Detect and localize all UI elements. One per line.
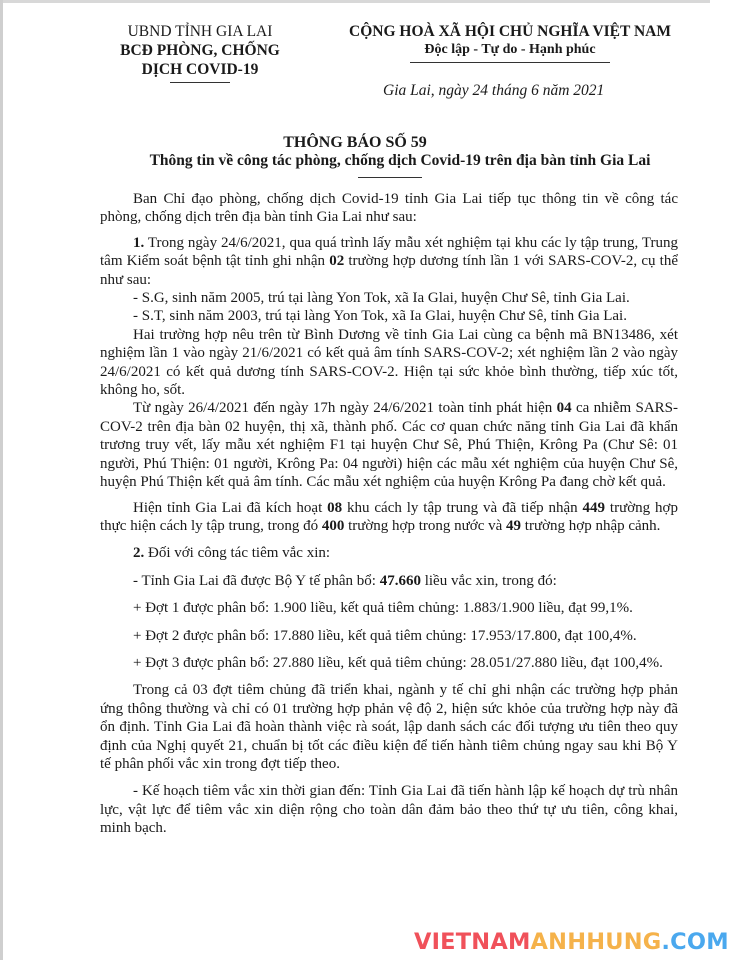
watermark-logo (414, 929, 729, 955)
section-1-number: 1. (133, 234, 145, 251)
quarantine-total: 449 (582, 499, 606, 516)
section-2-number: 2. (133, 545, 145, 562)
document-subtitle: Thông tin về công tác phòng, chống dịch Covid-19 trên địa bàn tỉnh Gia Lai (149, 152, 651, 169)
quarantine-text-d: trường hợp trong nước và (344, 517, 507, 534)
national-header (325, 22, 695, 63)
quarantine-text-b: khu cách ly tập trung và đã tiếp nhận (342, 499, 583, 516)
authority-line-3: DỊCH COVID-19 (141, 61, 259, 78)
authority-line-2: BCĐ PHÒNG, CHỐNG (120, 42, 280, 59)
total-cases-paragraph (100, 399, 678, 491)
issuing-authority (80, 22, 320, 83)
round-1: + Đợt 1 được phân bổ: 1.900 liều, kết quả tiêm chủng: 1.883/1.900 liều, đạt 99,1%. (133, 600, 633, 617)
document-body (100, 190, 678, 838)
total-count: 04 (556, 400, 572, 417)
section-1-paragraph (100, 234, 678, 289)
cases-note: Hai trường hợp nêu trên từ Bình Dương về tỉnh Gia Lai cùng ca bệnh mã BN13486, xét nghiệm lần 1 vào ngày 21/6/2021 có kết quả âm tính SARS-COV-2; xét nghiệm lần 2 vào ngày 24/6/2021 có kết quả dương tính SARS-COV-2. Hiện tại sức khỏe bình thường, tiếp xúc tốt, không ho, sốt. (100, 326, 678, 399)
round-2: + Đợt 2 được phân bổ: 17.880 liều, kết quả tiêm chủng: 17.953/17.800, đạt 100,4%. (133, 627, 637, 644)
total-text-a: Từ ngày 26/4/2021 đến ngày 17h ngày 24/6/2021 toàn tỉnh phát hiện (133, 400, 557, 417)
case-2: - S.T, sinh năm 2003, trú tại làng Yon Tok, xã Ia Glai, huyện Chư Sê, tỉnh Gia Lai. (133, 308, 627, 325)
total-text-b: ca nhiễm SARS-COV-2 trên địa bàn 02 huyện, thị xã, thành phố. Các cơ quan chức năng tỉnh Gia Lai đã khẩn trương truy vết, lấy mẫu xét nghiệm F1 tại huyện Chư Sê, Phú Thiện, Krông Pa (Chư Sê: 01 người, Phú Thiện: 01 người, Krông Pa: 04 người) hiện các mẫu xét nghiệm của huyện Chư Sê, huyện Phú Thiện kết quả âm tính. Các mẫu xét nghiệm của huyện Krông Pa đang chờ kết quả. (100, 400, 679, 491)
allocation-paragraph (100, 572, 678, 590)
quarantine-paragraph (100, 499, 678, 536)
section-1-text-b: trường hợp dương tính lần 1 với SARS-COV-2, cụ thể như sau: (100, 253, 678, 288)
round-3: + Đợt 3 được phân bổ: 27.880 liều, kết quả tiêm chủng: 28.051/27.880 liều, đạt 100,4%. (133, 654, 663, 671)
page-border-top (0, 0, 710, 3)
reactions-paragraph: Trong cả 03 đợt tiêm chủng đã triển khai, ngành y tế chỉ ghi nhận các trường hợp phản ứng thông thường và chỉ có 01 trường hợp phản vệ độ 2, hiện sức khỏe của trường hợp này đã ổn định. Tỉnh Gia Lai đã hoàn thành việc rà soát, lập danh sách các đối tượng ưu tiên theo quy định của Nghị quyết 21, chuẩn bị tốt các điều kiện để tiến hành tiêm chủng ngay sau khi Bộ Y tế phân phối vắc xin trong đợt tiếp theo. (100, 682, 678, 772)
motto-underline (410, 62, 610, 63)
national-name: CỘNG HOÀ XÃ HỘI CHỦ NGHĨA VIỆT NAM (349, 23, 671, 40)
case-1: - S.G, sinh năm 2005, trú tại làng Yon Tok, xã Ia Glai, huyện Chư Sê, tỉnh Gia Lai. (133, 290, 630, 307)
intro-paragraph: Ban Chỉ đạo phòng, chống dịch Covid-19 tỉnh Gia Lai tiếp tục thông tin về công tác phòng, chống dịch trên địa bàn tỉnh Gia Lai như sau: (100, 191, 678, 226)
quarantine-text-a: Hiện tỉnh Gia Lai đã kích hoạt (133, 499, 328, 516)
plan-paragraph: - Kế hoạch tiêm vắc xin thời gian đến: Tỉnh Gia Lai đã tiến hành lập kế hoạch dự trù nhân lực, vật lực để tiêm vắc xin diện rộng cho toàn dân đảm bảo theo thứ tự ưu tiên, công khai, minh bạch. (100, 783, 678, 837)
section-1-text-a: Trong ngày 24/6/2021, qua quá trình lấy mẫu xét nghiệm tại khu các ly tập trung, Trung tâm Kiểm soát bệnh tật tỉnh ghi nhận (100, 234, 678, 270)
watermark-part-3: .COM (661, 929, 729, 955)
quarantine-text-c: trường hợp thực hiện cách ly tập trung, trong đó (100, 499, 678, 534)
allocation-total: 47.660 (379, 572, 421, 589)
quarantine-entry: 49 (506, 517, 522, 534)
quarantine-domestic: 400 (321, 517, 345, 534)
authority-underline (170, 82, 230, 83)
authority-line-1: UBND TỈNH GIA LAI (127, 23, 273, 40)
section-2-heading (100, 544, 678, 562)
quarantine-text-e: trường hợp nhập cảnh. (521, 517, 661, 534)
section-1-count: 02 (329, 253, 345, 270)
document-date: Gia Lai, ngày 24 tháng 6 năm 2021 (383, 82, 605, 99)
allocation-text-a: - Tỉnh Gia Lai đã được Bộ Y tế phân bổ: (133, 572, 380, 589)
allocation-text-b: liều vắc xin, trong đó: (420, 572, 557, 589)
national-motto: Độc lập - Tự do - Hạnh phúc (424, 42, 596, 57)
watermark-part-2: ANHHUNG (530, 929, 662, 955)
subtitle-underline (358, 177, 422, 178)
section-2-text: Đối với công tác tiêm vắc xin: (144, 545, 331, 562)
watermark-part-1: VIETNAM (414, 929, 531, 955)
document-title: THÔNG BÁO SỐ 59 (283, 134, 427, 151)
quarantine-sites: 08 (327, 499, 343, 516)
